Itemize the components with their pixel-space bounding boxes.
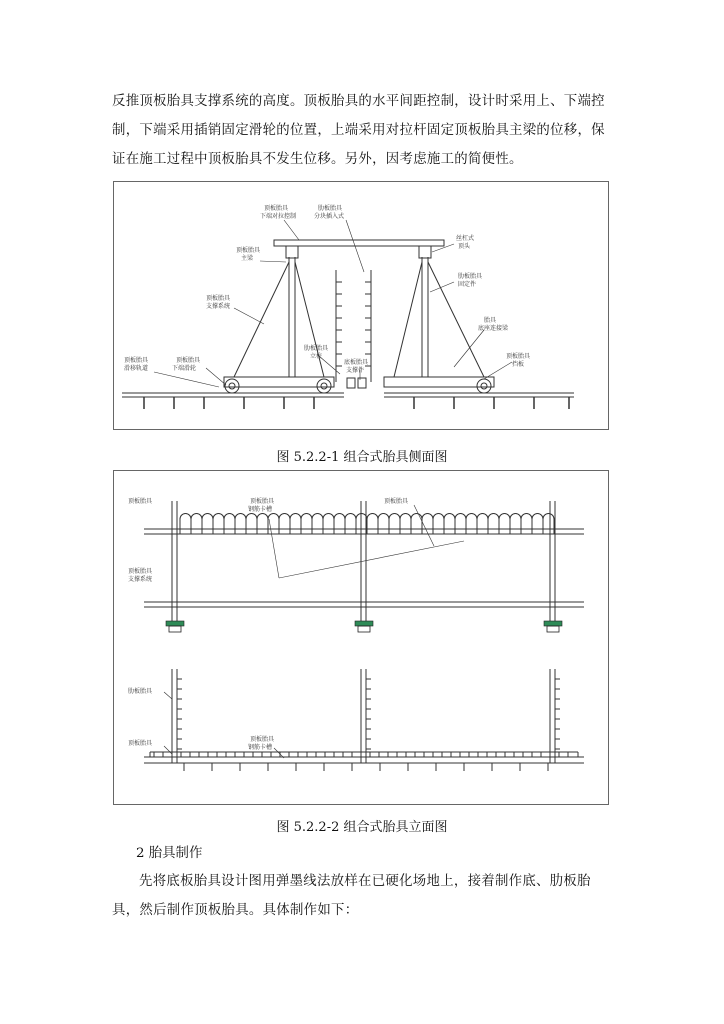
figure-side-view [113,181,609,430]
label-screw-1: 丝杠式 [456,235,475,242]
label-top-ctrl-2: 下端对拉控制 [260,213,297,220]
label-top-left: 顶板胎具 [128,498,153,505]
side-view-drawing [114,182,608,429]
label-rib-2: 分块插入式 [314,213,345,220]
label-side-rib-2: 立柱 [310,353,323,360]
label-main-beam-1: 顶板胎具 [236,247,261,254]
label-rib-pos-1: 肋板胎具 [458,273,483,280]
figure-elevation-view [113,470,609,805]
label-bottom-clip-2: 钢筋卡槽 [248,744,273,751]
label-bottom-left: 顶板胎具 [128,740,153,747]
label-bottom-1: 底板胎具 [344,359,369,366]
body-paragraph: 先将底板胎具设计图用弹墨线法放样在已硬化场地上，接着制作底、肋板胎具，然后制作顶板胎具。具体制作如下： [112,874,591,918]
label-rail-2: 滑移轨道 [124,365,149,372]
label-pulley-1: 顶板胎具 [176,357,201,364]
label-stop-2: 挡板 [512,361,525,368]
label-rib-pos-2: 固定件 [458,281,477,288]
section-heading: 2 胎具制作 [136,846,203,861]
label-top-right: 顶板胎具 [384,498,409,505]
label-support-1: 顶板胎具 [128,568,153,575]
label-rib-1: 肋板胎具 [318,205,343,212]
label-pulley-2: 下端滑轮 [172,365,197,372]
intro-paragraph: 反推顶板胎具支撑系统的高度。顶板胎具的水平间距控制，设计时采用上、下端控制，下端采用插销固定滑轮的位置，上端采用对拉杆固定顶板胎具主梁的位移，保证在施工过程中顶板胎具不发生位移。另外，因考虑施工的简便性。 [112,94,605,167]
elevation-view-drawing [114,471,608,804]
label-rib-mid: 肋板胎具 [128,688,153,695]
figure2-caption: 图 5.2.2-2 组合式胎具立面图 [276,820,448,835]
label-brace-2: 支撑系统 [206,303,231,310]
label-top-ctrl-1: 顶板胎具 [264,205,289,212]
label-brace-1: 顶板胎具 [206,295,231,302]
label-bottom-beam-1: 胎具 [484,317,497,324]
label-bottom-2: 支撑件 [346,367,365,374]
label-bottom-clip-1: 顶板胎具 [250,736,275,743]
label-screw-2: 顶头 [458,243,471,250]
label-bottom-beam-2: 底座连接梁 [478,325,509,332]
label-support-2: 支撑系统 [128,576,153,583]
figure1-caption: 图 5.2.2-1 组合式胎具侧面图 [276,450,448,465]
label-side-rib-1: 肋板胎具 [304,345,329,352]
label-main-beam-2: 主梁 [241,255,254,262]
label-clip-2: 钢筋卡槽 [248,506,273,513]
label-rail-1: 顶板胎具 [124,357,149,364]
label-clip-1: 顶板胎具 [250,498,275,505]
label-stop-1: 顶板胎具 [506,353,531,360]
